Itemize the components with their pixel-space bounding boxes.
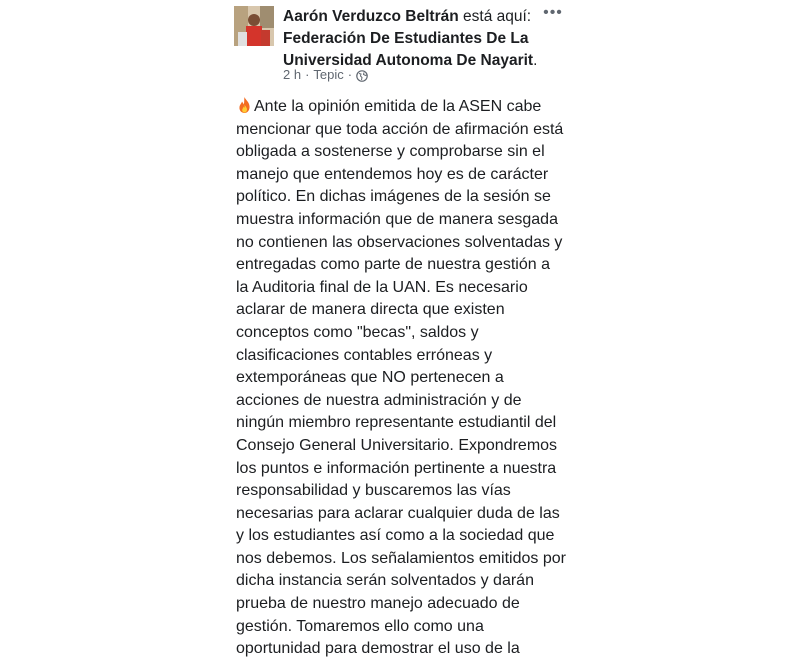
- author-avatar[interactable]: [234, 6, 274, 46]
- post-location[interactable]: Tepic: [313, 67, 344, 82]
- post-body: [236, 96, 566, 661]
- checkin-verb: está aquí:: [463, 8, 532, 25]
- meta-separator: ·: [305, 67, 310, 82]
- post-meta: [283, 66, 368, 84]
- meta-separator: ·: [347, 67, 353, 82]
- author-name[interactable]: Aarón Verduzco Beltrán: [283, 8, 459, 25]
- globe-icon[interactable]: [356, 69, 368, 81]
- post-header: [283, 6, 538, 72]
- place-suffix: .: [533, 52, 538, 69]
- checkin-place[interactable]: Federación De Estudiantes De La Universidad Autonoma De Nayarit: [283, 30, 534, 69]
- post-text: Ante la opinión emitida de la ASEN cabe mencionar que toda acción de afirmación está obligada a sostenerse y comprobarse sin el manejo que entendemos hoy es de carácter político. En dichas imágenes de la sesión se muestra información que de manera sesgada no contienen las observaciones solventadas y entregadas como parte de nuestra gestión a la Auditoria final de la UAN. Es necesario aclarar de manera directa que existen conceptos como "becas", saldos y clasificaciones contables erróneas y extemporáneas que NO pertenecen a acciones de nuestra administración y de ningún miembro representante estudiantil del Consejo General Universitario. Expondremos los puntos e información pertinente a nuestra responsabilidad y buscaremos las vías necesarias para aclarar cualquier duda de las y los estudiantes así como a la sociedad que nos debemos. Los señalamientos emitidos por dicha instancia serán solventados y darán prueba de nuestro manejo adecuado de gestión. Tomaremos ello como una oportunidad para demostrar el uso de la: [236, 98, 566, 658]
- fire-icon: [236, 96, 253, 114]
- more-options-button[interactable]: •••: [543, 4, 563, 21]
- post-timestamp[interactable]: 2 h: [283, 67, 302, 82]
